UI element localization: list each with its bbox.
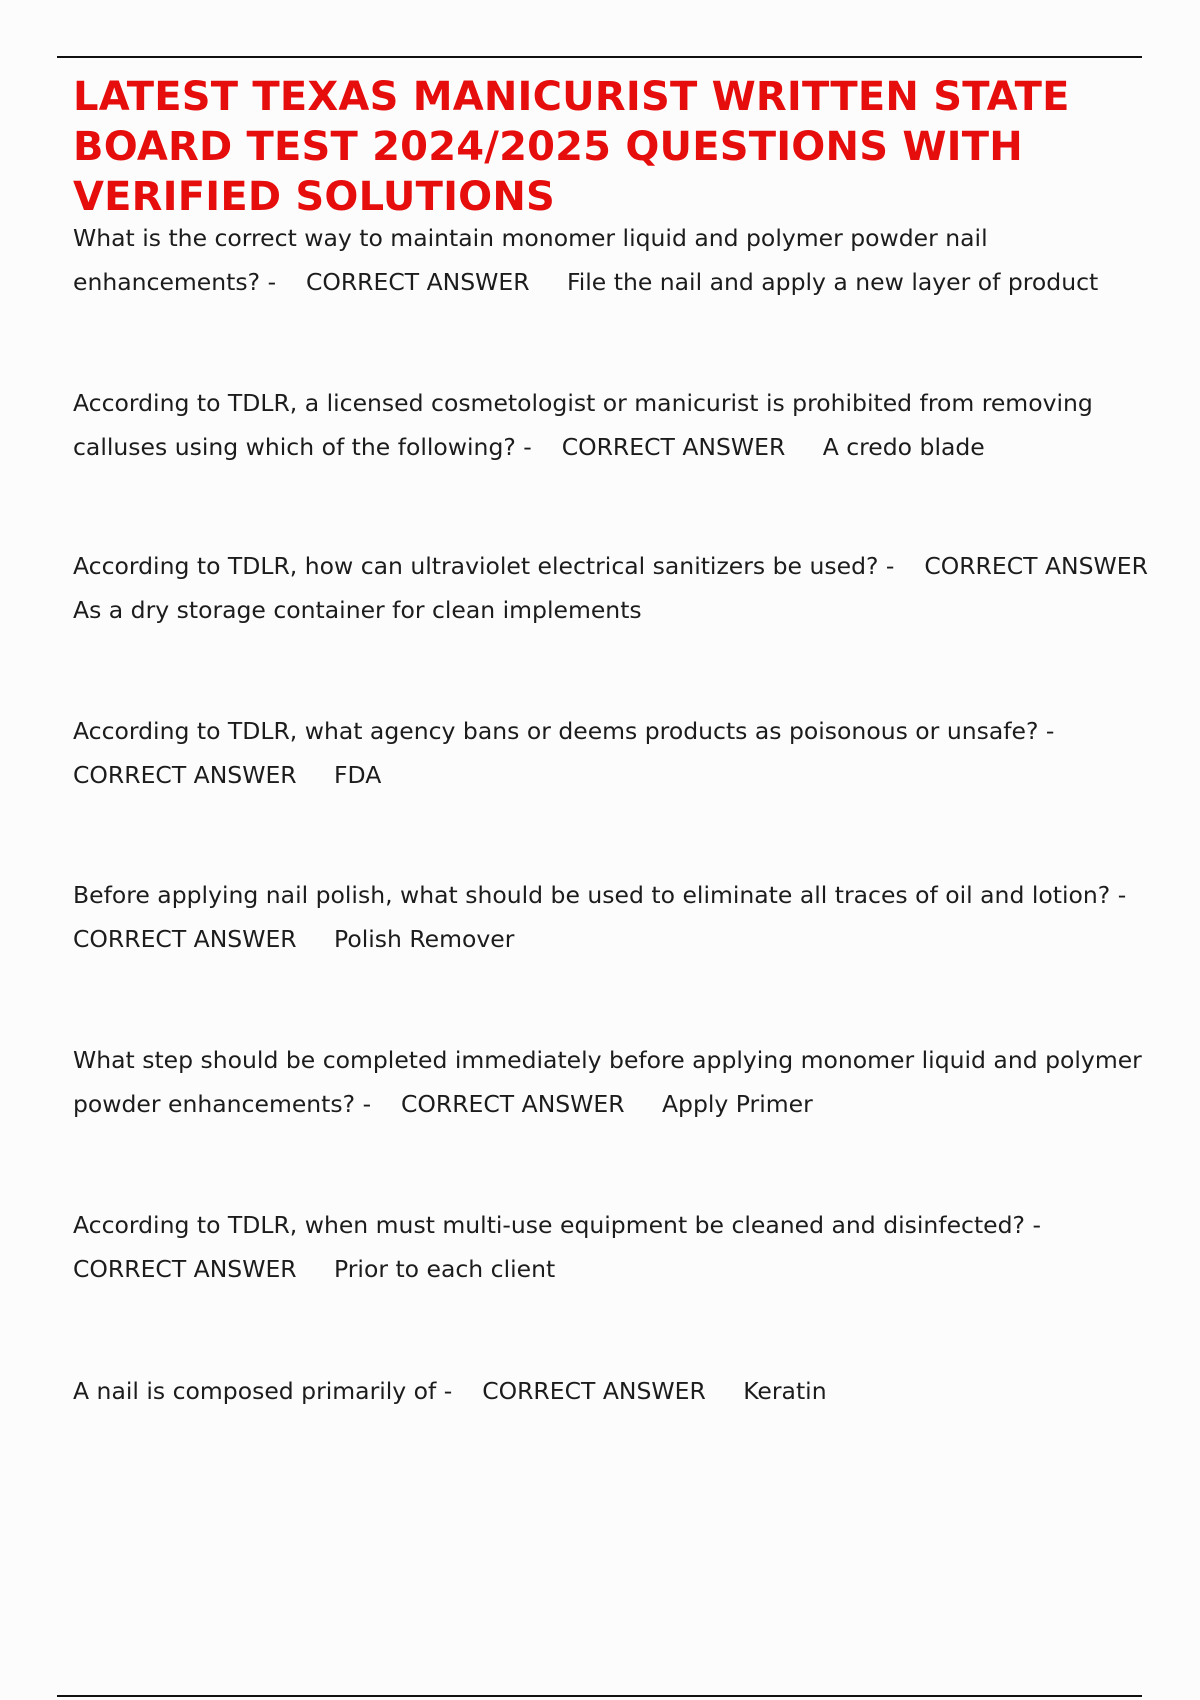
question-text: According to TDLR, what agency bans or deems products as poisonous or unsafe? - — [73, 717, 1055, 745]
top-rule — [57, 56, 1142, 58]
answer-marker: CORRECT ANSWER — [73, 1255, 297, 1283]
answer-marker: CORRECT ANSWER — [561, 433, 786, 461]
answer-text: A credo blade — [822, 433, 985, 461]
answer-text: Keratin — [743, 1377, 827, 1405]
document-title: LATEST TEXAS MANICURIST WRITTEN STATE BOARD TEST 2024/2025 QUESTIONS WITH VERIFIED SOLUTIONS — [73, 74, 1070, 220]
qa-item-5 — [73, 873, 1158, 961]
question-text: What step should be completed immediately before applying monomer liquid and polymer powder enhancements? - — [73, 1046, 1150, 1118]
qa-item-2 — [73, 381, 1158, 469]
answer-text: Apply Primer — [661, 1090, 813, 1118]
qa-item-4 — [73, 709, 1158, 797]
answer-text: As a dry storage container for clean implements — [73, 596, 642, 624]
answer-marker: CORRECT ANSWER — [73, 925, 297, 953]
answer-marker: CORRECT ANSWER — [924, 552, 1148, 580]
answer-text: FDA — [334, 761, 382, 789]
question-text: What is the correct way to maintain monomer liquid and polymer powder nail enhancements? - — [73, 224, 996, 296]
question-text: According to TDLR, how can ultraviolet electrical sanitizers be used? - — [73, 552, 895, 580]
answer-marker: CORRECT ANSWER — [400, 1090, 625, 1118]
question-text: A nail is composed primarily of - — [73, 1377, 453, 1405]
qa-item-6 — [73, 1038, 1158, 1126]
qa-item-7 — [73, 1203, 1158, 1291]
question-text: Before applying nail polish, what should be used to eliminate all traces of oil and lotion? - — [73, 881, 1127, 909]
answer-text: File the nail and apply a new layer of product — [566, 268, 1099, 296]
answer-marker: CORRECT ANSWER — [482, 1377, 706, 1405]
question-text: According to TDLR, a licensed cosmetologist or manicurist is prohibited from removing calluses using which of the following? - — [73, 389, 1101, 461]
qa-item-1 — [73, 216, 1158, 304]
answer-marker: CORRECT ANSWER — [305, 268, 530, 296]
answer-marker: CORRECT ANSWER — [73, 761, 297, 789]
qa-item-3 — [73, 544, 1158, 632]
question-text: According to TDLR, when must multi-use equipment be cleaned and disinfected? - — [73, 1211, 1041, 1239]
answer-text: Polish Remover — [334, 925, 515, 953]
qa-item-8 — [73, 1369, 1158, 1413]
bottom-rule — [57, 1695, 1142, 1697]
answer-text: Prior to each client — [334, 1255, 556, 1283]
